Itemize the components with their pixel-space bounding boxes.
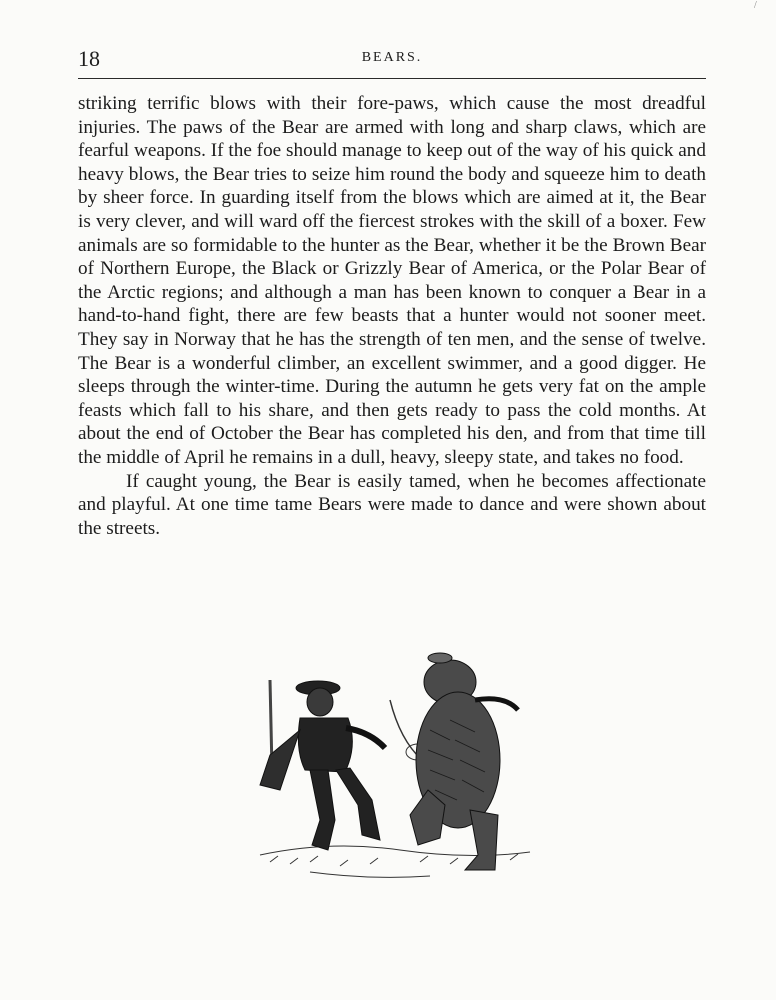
paragraph-2: If caught young, the Bear is easily tamed, when he becomes affectionate and playful. At one time tame Bears were made to dance and were shown about the streets.	[78, 470, 706, 539]
page-number: 18	[78, 46, 100, 71]
running-head: BEARS.	[361, 50, 423, 65]
header-rule	[78, 78, 706, 79]
body-text	[78, 92, 706, 540]
paragraph-1: striking terrific blows with their fore-paws, which cause the most dreadful injuries. The paws of the Bear are armed with long and sharp claws, which are fearful weapons. If the foe should manage to keep out of the way of his quick and heavy blows, the Bear tries to seize him round the body and squeeze him to death by sheer force. In guarding itself from the blows which are aimed at it, the Bear is very clever, and will ward off the fiercest strokes with the skill of a boxer. Few animals are so formidable to the hunter as the Bear, whether it be the Brown Bear of Northern Europe, the Black or Grizzly Bear of America, or the Polar Bear of the Arctic regions; and although a man has been known to conquer a Bear in a hand-to-hand fight, there are few beasts that a hunter would not sooner meet. They say in Norway that he has the strength of ten men, and the sense of twelve. The Bear is a wonderful climber, an excellent swimmer, and a good digger. He sleeps through the winter-time. During the autumn he gets very fat on the ample feasts which fall to his share, and then gets ready to pass the cold months. At about the end of October the Bear has completed his den, and from that time till the middle of April he remains in a dull, heavy, sleepy state, and takes no food.	[78, 93, 706, 468]
dancing-bear-engraving-icon	[250, 640, 540, 900]
page-header	[78, 46, 706, 70]
corner-mark: /	[754, 0, 757, 11]
dancing-bear-illustration	[250, 640, 540, 900]
